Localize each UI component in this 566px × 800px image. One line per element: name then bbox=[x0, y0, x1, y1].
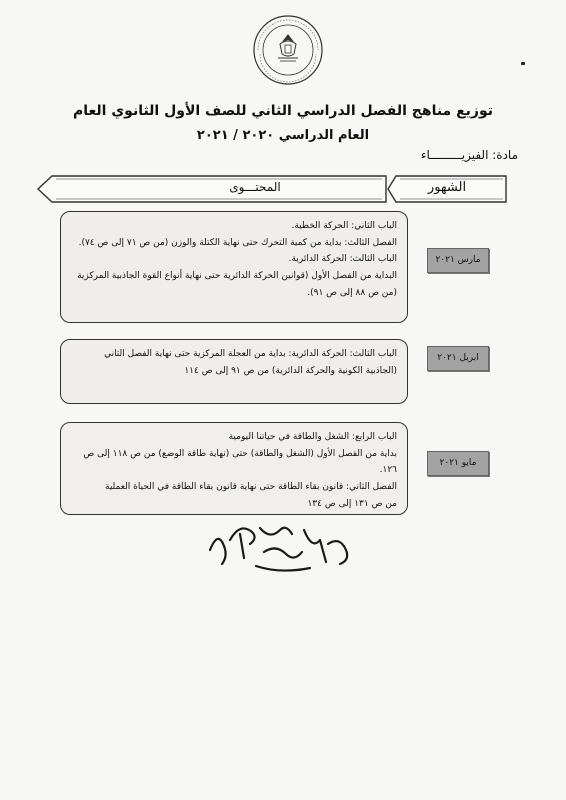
content-header: المحتـــوى bbox=[229, 180, 281, 194]
document-title: توزيع مناهج الفصل الدراسي الثاني للصف الأول الثانوي العام bbox=[72, 103, 494, 119]
month-cell-march: مارس ٢٠٢١ bbox=[427, 248, 489, 273]
content-line: الفصل الثاني: قانون بقاء الطاقة حتى نهاية قانون بقاء الطاقة في الحياة العملية bbox=[105, 481, 397, 492]
academic-year: العام الدراسي ٢٠٢٠ / ٢٠٢١ bbox=[196, 128, 370, 143]
content-box-march bbox=[60, 211, 408, 323]
month-cell-may: مايو ٢٠٢١ bbox=[427, 451, 489, 476]
speck bbox=[521, 62, 525, 65]
content-line: بداية من الفصل الأول (الشغل والطاقة) حتى (نهاية طاقة الوضع) من ص ١١٨ إلى ص ١٢٦. bbox=[83, 448, 397, 476]
month-cell-april: ابريل ٢٠٢١ bbox=[427, 346, 489, 371]
content-line: البداية من الفصل الأول (قوانين الحركة الدائرية حتى نهاية أنواع القوة الجاذبية المركزية (من ص ٨٨ إلى ص ٩١). bbox=[77, 270, 397, 298]
content-line: الباب الرابع: الشغل والطاقة في حياتنا اليومية bbox=[228, 432, 397, 442]
months-header: الشهور bbox=[427, 180, 467, 195]
content-line: الباب الثاني: الحركة الخطية. bbox=[291, 221, 397, 231]
content-box-may bbox=[60, 422, 408, 515]
content-box-april bbox=[60, 339, 408, 404]
handwritten-signature bbox=[200, 510, 370, 580]
content-line: من ص ١٣١ إلى ص ١٣٤ bbox=[307, 498, 397, 509]
subject-label: مادة: الفيزيـــــــــاء bbox=[420, 148, 518, 162]
content-line: الفصل الثالث: بداية من كمية التحرك حتى نهاية الكتلة والوزن (من ص ٧١ إلى ص ٧٤). bbox=[78, 237, 397, 248]
content-line: الباب الثالث: الحركة الدائرية: بداية من العجلة المركزية حتى نهاية الفصل الثاني (الجاذبية الكونية والحركة الدائرية) من ص ٩١ إلى ص ١١٤ bbox=[104, 349, 397, 376]
ministry-seal-logo bbox=[252, 14, 324, 86]
content-line: الباب الثالث: الحركة الدائرية. bbox=[288, 254, 397, 265]
